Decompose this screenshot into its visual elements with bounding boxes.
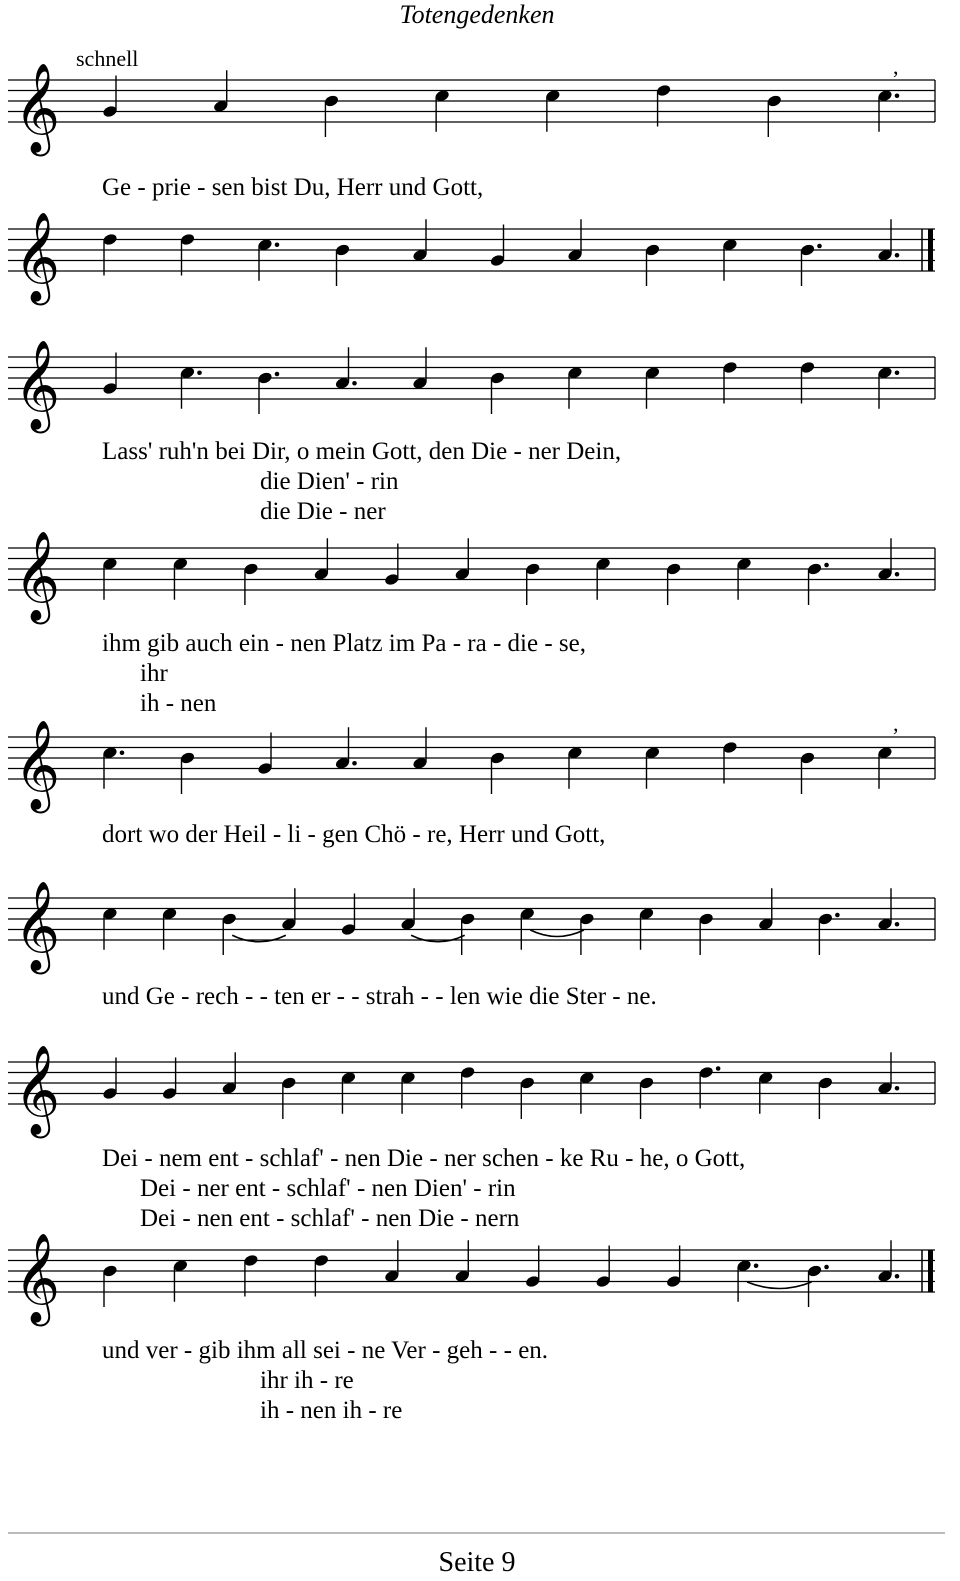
lyric-syllable: -	[350, 1175, 366, 1202]
lyric-syllable: nen	[174, 690, 217, 717]
note	[489, 751, 505, 794]
augmentation-dot	[275, 372, 280, 377]
music-systems	[8, 54, 935, 1424]
note	[179, 366, 201, 409]
treble-clef-icon: 𝄞	[14, 212, 61, 302]
lyric-syllable: -	[406, 821, 421, 848]
lyric-syllable: Dien'	[290, 468, 350, 495]
note	[334, 347, 356, 390]
note	[460, 912, 476, 955]
note	[722, 741, 738, 784]
lyric-syllable: die	[522, 983, 560, 1010]
lyric-syllable: ih	[140, 690, 160, 717]
note	[102, 1058, 118, 1101]
treble-clef-icon: 𝄞	[14, 1045, 61, 1135]
lyric-syllable: -	[539, 1145, 554, 1172]
lyric-syllable: -	[332, 498, 348, 525]
augmentation-dot	[895, 1086, 900, 1091]
note	[877, 219, 899, 262]
lyric-syllable: schen	[475, 1145, 540, 1172]
note	[162, 1058, 178, 1101]
note	[489, 225, 505, 268]
lyric-syllable: Die	[290, 498, 333, 525]
note	[519, 907, 535, 950]
note	[638, 907, 654, 950]
lyric-syllable: ten	[267, 983, 305, 1010]
treble-clef-icon: 𝄞	[14, 720, 61, 810]
music-system	[8, 1233, 935, 1424]
note	[102, 233, 118, 276]
lyric-syllable: Ster	[559, 983, 607, 1010]
lyric-syllable: Gott,	[365, 438, 423, 465]
lyric-syllable: die	[501, 630, 539, 657]
note	[454, 1240, 470, 1283]
note	[736, 1259, 758, 1302]
note	[758, 888, 774, 931]
lyric-syllable: der	[179, 821, 218, 848]
lyric-syllable: -	[269, 630, 284, 657]
treble-clef-icon: 𝄞	[14, 63, 61, 153]
lyric-syllable: dort	[102, 821, 143, 848]
lyric-syllable: -	[423, 1145, 438, 1172]
note	[519, 1076, 535, 1119]
lyric-syllable: er	[304, 983, 331, 1010]
lyric-syllable: -	[238, 983, 254, 1010]
lyric-syllable: bist	[245, 174, 288, 201]
augmentation-dot	[716, 1066, 721, 1071]
treble-clef-icon: 𝄞	[14, 531, 61, 621]
lyric-syllable: Dein,	[559, 438, 622, 465]
lyric-syllable: -	[269, 1205, 285, 1232]
note	[722, 361, 738, 404]
note	[567, 366, 583, 409]
lyric-syllable: -	[177, 1337, 193, 1364]
lyric-syllable: prie	[145, 174, 191, 201]
lyric-syllable: -	[176, 1205, 191, 1232]
note	[666, 562, 682, 605]
lyric-syllable: Heil	[217, 821, 267, 848]
lyric-syllable: -	[354, 1205, 370, 1232]
lyric-syllable: all	[275, 1337, 307, 1364]
note	[313, 1254, 329, 1297]
lyric-syllable: Gott,	[548, 821, 606, 848]
lyric-syllable: ruh'n	[152, 438, 209, 465]
lyric-syllable: und	[102, 1337, 140, 1364]
lyric-syllable: den	[422, 438, 465, 465]
note	[102, 907, 118, 950]
note	[579, 1071, 595, 1114]
lyric-line	[102, 174, 483, 201]
lyric-syllable: und	[382, 174, 427, 201]
lyric-syllable: -	[466, 1175, 482, 1202]
lyric-syllable: Ge	[102, 174, 132, 201]
note	[179, 233, 195, 276]
lyric-syllable: ner	[190, 1175, 229, 1202]
lyric-syllable: re,	[420, 821, 453, 848]
lyric-syllable: Gott,	[426, 174, 484, 201]
lyric-syllable: und	[504, 821, 549, 848]
lyric-line	[260, 468, 399, 495]
lyric-syllable: Die	[380, 1145, 424, 1172]
lyric-syllable: -	[323, 1145, 339, 1172]
lyric-syllable: ner	[521, 438, 560, 465]
note	[877, 538, 899, 581]
lyric-syllable: Du,	[287, 174, 331, 201]
music-system	[8, 531, 935, 717]
lyric-syllable: Ru	[583, 1145, 619, 1172]
note	[644, 366, 660, 409]
note	[400, 1071, 416, 1114]
lyric-syllable: re	[328, 1367, 354, 1394]
note	[221, 1052, 237, 1095]
lyric-syllable: ent	[228, 1175, 266, 1202]
note	[638, 1076, 654, 1119]
treble-clef-icon: 𝄞	[14, 881, 61, 971]
note	[334, 243, 350, 286]
music-system	[8, 54, 935, 201]
treble-clef-icon: 𝄞	[14, 340, 61, 430]
note	[221, 912, 237, 955]
lyric-syllable: nen	[369, 1205, 412, 1232]
note	[434, 89, 450, 132]
augmentation-dot	[824, 1265, 829, 1270]
lyric-syllable: Die	[411, 1205, 455, 1232]
note	[340, 894, 356, 937]
music-system	[8, 340, 935, 525]
lyric-syllable: ihr	[140, 660, 168, 687]
augmentation-dot	[352, 381, 357, 386]
lyric-syllable: ne	[355, 1337, 386, 1364]
lyric-syllable: strah	[359, 983, 415, 1010]
lyric-syllable: auch	[179, 630, 233, 657]
lyric-syllable: sen	[205, 174, 246, 201]
lyric-syllable: schlaf'	[280, 1175, 351, 1202]
lyric-syllable: -	[190, 174, 206, 201]
augmentation-dot	[895, 572, 900, 577]
lyric-syllable: gen	[315, 821, 359, 848]
lyric-syllable: se,	[552, 630, 586, 657]
note	[489, 371, 505, 414]
lyric-syllable: -	[454, 1205, 469, 1232]
note	[644, 243, 660, 286]
augmentation-dot	[895, 1274, 900, 1279]
note	[525, 562, 541, 605]
note	[179, 751, 195, 794]
lyric-syllable: ent	[233, 1205, 270, 1232]
lyric-syllable: nen	[338, 1145, 381, 1172]
note	[454, 538, 470, 581]
treble-clef-icon: 𝄞	[14, 1233, 61, 1323]
lyric-syllable: ihr	[260, 1367, 288, 1394]
note	[877, 54, 899, 132]
augmentation-dot	[197, 370, 202, 375]
note	[323, 94, 339, 137]
lyric-syllable: o	[290, 438, 310, 465]
lyric-syllable: rin	[481, 1175, 516, 1202]
augmentation-dot	[817, 244, 822, 249]
note	[877, 1240, 899, 1283]
note	[412, 219, 428, 262]
lyric-syllable: nen	[190, 1205, 234, 1232]
lyric-syllable: ner	[347, 498, 386, 525]
lyric-syllable: sei	[306, 1337, 341, 1364]
slur	[530, 930, 584, 937]
note	[877, 888, 899, 931]
lyric-syllable: -	[414, 983, 429, 1010]
music-system	[8, 711, 935, 848]
lyric-syllable: Dei	[102, 1145, 139, 1172]
augmentation-dot	[895, 93, 900, 98]
note	[334, 727, 356, 770]
note	[313, 538, 329, 581]
lyric-syllable: -	[266, 821, 282, 848]
lyric-syllable: und	[102, 983, 140, 1010]
lyric-syllable: ih	[287, 1367, 314, 1394]
note	[766, 94, 782, 137]
note	[877, 711, 899, 789]
lyric-line	[140, 660, 168, 687]
lyric-syllable: -	[279, 1397, 295, 1424]
note	[545, 89, 561, 132]
note	[213, 70, 229, 113]
note	[567, 219, 583, 262]
lyric-syllable: ke	[553, 1145, 584, 1172]
note	[384, 544, 400, 587]
lyric-syllable: wo	[142, 821, 180, 848]
breath-mark-icon: ,	[893, 711, 899, 736]
lyric-syllable: nen	[283, 630, 327, 657]
note	[877, 366, 899, 409]
lyric-line	[102, 1337, 548, 1364]
lyric-line	[260, 1397, 402, 1424]
lyric-syllable: ent	[201, 1145, 239, 1172]
note	[102, 353, 118, 396]
note	[736, 557, 752, 600]
note	[340, 1071, 356, 1114]
note	[102, 1264, 118, 1307]
lyric-syllable: die	[260, 468, 291, 495]
augmentation-dot	[835, 913, 840, 918]
lyric-syllable: Lass'	[102, 438, 153, 465]
lyric-syllable: Ver	[385, 1337, 426, 1364]
lyric-syllable: ih	[260, 1397, 280, 1424]
augmentation-dot	[120, 750, 125, 755]
lyric-syllable: -	[174, 983, 190, 1010]
lyric-syllable: schlaf'	[253, 1145, 324, 1172]
lyric-syllable: -	[618, 1145, 634, 1172]
lyric-syllable: -	[428, 983, 444, 1010]
lyric-syllable: -	[497, 1337, 512, 1364]
augmentation-dot	[352, 761, 357, 766]
lyric-syllable: rin	[364, 468, 399, 495]
lyric-syllable: -	[606, 983, 621, 1010]
final-barline	[928, 229, 933, 271]
lyric-line	[260, 498, 386, 525]
lyric-syllable: nem	[152, 1145, 202, 1172]
note	[666, 1246, 682, 1289]
augmentation-dot	[895, 253, 900, 258]
note	[722, 238, 738, 281]
lyric-syllable: -	[349, 468, 365, 495]
lyric-syllable: ih	[336, 1397, 363, 1424]
lyric-line	[140, 690, 217, 717]
lyric-syllable: -	[138, 1145, 153, 1172]
lyric-syllable: im	[382, 630, 416, 657]
note	[655, 84, 671, 127]
lyric-syllable: len	[443, 983, 481, 1010]
music-system	[8, 881, 935, 1010]
lyric-syllable: Chö	[358, 821, 407, 848]
lyric-syllable: -	[176, 1175, 191, 1202]
lyric-syllable: bei	[208, 438, 246, 465]
note	[817, 1076, 833, 1119]
augmentation-dot	[754, 1263, 759, 1268]
lyric-line	[102, 438, 621, 465]
slur	[747, 1282, 811, 1289]
lyric-line	[102, 983, 657, 1010]
note	[400, 888, 416, 931]
note	[758, 1071, 774, 1114]
lyric-syllable: schlaf'	[284, 1205, 355, 1232]
lyric-syllable: Platz	[326, 630, 383, 657]
final-barline	[928, 1250, 933, 1292]
lyric-syllable: -	[362, 1397, 377, 1424]
lyric-syllable: -	[131, 174, 146, 201]
breath-mark-icon: ,	[893, 54, 899, 79]
lyric-syllable: gib	[192, 1337, 231, 1364]
note	[257, 733, 273, 776]
note	[172, 557, 188, 600]
note	[243, 562, 259, 605]
lyric-line	[260, 1367, 354, 1394]
lyric-syllable: -	[425, 1337, 441, 1364]
note	[257, 238, 279, 281]
lyric-syllable: nern	[468, 1205, 520, 1232]
lyric-syllable: Dei	[140, 1175, 177, 1202]
lyric-syllable: Herr	[452, 821, 505, 848]
note	[162, 907, 178, 950]
lyric-line	[102, 821, 605, 848]
note	[698, 912, 714, 955]
lyric-line	[102, 1145, 745, 1172]
lyric-syllable: en.	[511, 1337, 549, 1364]
lyric-syllable: Pa	[415, 630, 447, 657]
note	[567, 746, 583, 789]
lyric-syllable: ihm	[102, 630, 141, 657]
lyric-syllable: gib	[140, 630, 180, 657]
lyric-syllable: -	[486, 630, 502, 657]
lyric-syllable: -	[313, 1367, 329, 1394]
note	[281, 888, 297, 931]
lyric-syllable: ihm	[230, 1337, 276, 1364]
augmentation-dot	[895, 370, 900, 375]
lyric-syllable: -	[330, 983, 345, 1010]
note	[384, 1240, 400, 1283]
lyric-syllable: ner	[437, 1145, 476, 1172]
slur	[411, 935, 465, 942]
note	[102, 76, 118, 119]
note	[172, 1259, 188, 1302]
lyric-syllable: wie	[480, 983, 523, 1010]
lyric-syllable: he,	[633, 1145, 670, 1172]
note	[525, 1246, 541, 1289]
music-system	[8, 1045, 935, 1232]
note	[243, 1254, 259, 1297]
slur	[232, 935, 286, 942]
lyric-syllable: li	[281, 821, 302, 848]
lyric-syllable: -	[253, 983, 268, 1010]
note	[644, 746, 660, 789]
page-number: Seite 9	[438, 1547, 516, 1578]
lyric-syllable: geh	[440, 1337, 483, 1364]
lyric-syllable: o	[669, 1145, 689, 1172]
lyric-syllable: nen	[294, 1397, 337, 1424]
lyric-syllable: ein	[232, 630, 270, 657]
lyric-syllable: Gott,	[688, 1145, 746, 1172]
note	[579, 912, 595, 955]
note	[799, 361, 815, 404]
augmentation-dot	[275, 242, 280, 247]
lyric-syllable: Dien'	[407, 1175, 467, 1202]
note	[412, 727, 428, 770]
lyric-syllable: -	[507, 438, 522, 465]
lyric-syllable: -	[301, 821, 316, 848]
lyric-syllable: ne.	[620, 983, 657, 1010]
lyric-syllable: re	[376, 1397, 403, 1424]
lyric-syllable: -	[446, 630, 462, 657]
note	[102, 557, 118, 600]
music-system	[8, 212, 935, 306]
song-title: Totengedenken	[399, 0, 555, 29]
note	[595, 557, 611, 600]
note	[460, 1066, 476, 1109]
note	[595, 1246, 611, 1289]
lyric-syllable: -	[159, 690, 175, 717]
lyric-syllable: -	[265, 1175, 281, 1202]
lyric-line	[140, 1175, 516, 1202]
lyric-syllable: mein	[309, 438, 366, 465]
lyric-syllable: -	[482, 1337, 498, 1364]
lyric-syllable: die	[260, 498, 291, 525]
note	[102, 746, 124, 789]
lyric-syllable: Dei	[140, 1205, 177, 1232]
lyric-syllable: ra	[461, 630, 487, 657]
lyric-syllable: Ge	[139, 983, 175, 1010]
tempo-marking: schnell	[76, 46, 139, 71]
lyric-syllable: ver	[139, 1337, 178, 1364]
lyric-syllable: Dir,	[245, 438, 291, 465]
note	[799, 751, 815, 794]
lyric-syllable: nen	[365, 1175, 408, 1202]
lyric-syllable: -	[538, 630, 553, 657]
note	[877, 1052, 899, 1095]
note	[412, 347, 428, 390]
lyric-syllable: rech	[189, 983, 239, 1010]
lyric-line	[140, 1205, 520, 1232]
lyric-syllable: -	[340, 1337, 356, 1364]
augmentation-dot	[824, 563, 829, 568]
lyric-syllable: Herr	[330, 174, 383, 201]
note	[281, 1076, 297, 1119]
lyric-syllable: -	[238, 1145, 254, 1172]
lyric-syllable: -	[344, 983, 360, 1010]
lyric-syllable: Die	[464, 438, 508, 465]
lyric-line	[102, 630, 586, 657]
augmentation-dot	[895, 922, 900, 927]
